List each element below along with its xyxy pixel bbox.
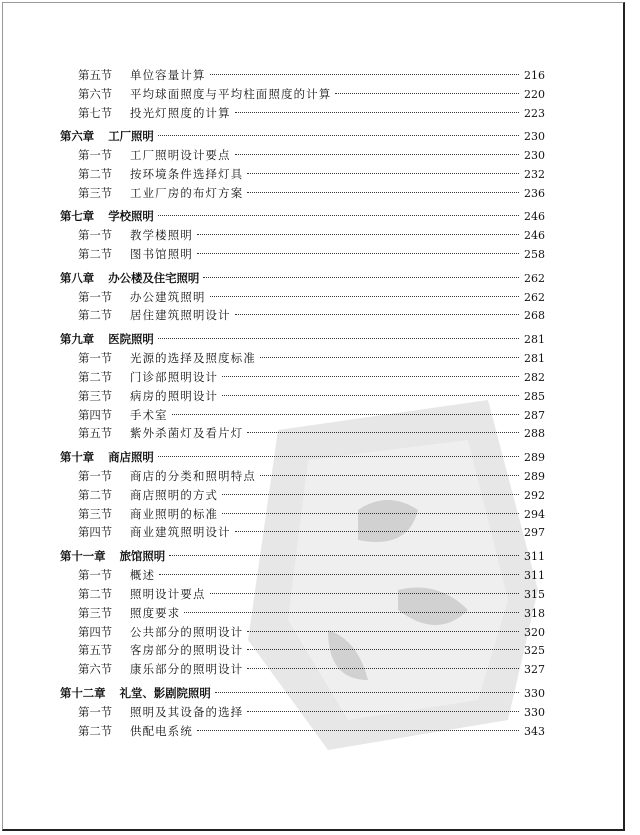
dot-leader <box>158 135 519 136</box>
toc-section-row <box>60 368 545 387</box>
dot-leader <box>247 668 519 669</box>
section-title: 病房的照明设计 <box>130 388 219 403</box>
page-number: 287 <box>524 408 545 422</box>
toc-section-row <box>60 184 545 203</box>
page-number: 289 <box>524 450 545 464</box>
dot-leader <box>247 432 519 433</box>
page-number: 343 <box>524 724 545 738</box>
section-number: 第四节 <box>78 525 113 540</box>
dot-leader <box>222 376 519 377</box>
dot-leader <box>235 154 519 155</box>
toc-section-row <box>60 486 545 505</box>
toc-section-row <box>60 467 545 486</box>
toc-section-row <box>60 722 545 741</box>
toc-section-row <box>60 585 545 604</box>
section-number: 第六节 <box>78 662 113 677</box>
toc-section-row <box>60 623 545 642</box>
chapter-number: 第十二章 <box>60 685 106 700</box>
section-title: 工厂照明设计要点 <box>130 148 231 163</box>
section-number: 第一节 <box>78 468 113 483</box>
section-title: 光源的选择及照度标准 <box>130 350 256 365</box>
toc-section-row <box>60 505 545 524</box>
section-number: 第五节 <box>78 68 113 82</box>
section-number: 第一节 <box>78 567 113 582</box>
section-number: 第一节 <box>78 350 113 365</box>
section-number: 第七节 <box>78 105 113 120</box>
section-number: 第三节 <box>78 185 113 200</box>
toc-section-row <box>60 349 545 368</box>
toc-section-row <box>60 66 545 85</box>
page-number: 258 <box>524 248 545 262</box>
toc-section-row <box>60 165 545 184</box>
page-number: 268 <box>524 309 545 323</box>
dot-leader <box>184 612 519 613</box>
dot-leader <box>222 494 519 495</box>
toc-section-row <box>60 523 545 542</box>
section-title: 办公建筑照明 <box>130 289 206 304</box>
toc-section-row <box>60 104 545 123</box>
section-title: 商店的分类和照明特点 <box>130 468 256 483</box>
dot-leader <box>247 631 519 632</box>
toc-section-row <box>60 146 545 165</box>
toc-section-row <box>60 406 545 425</box>
toc-section-row <box>60 424 545 443</box>
section-title: 门诊部照明设计 <box>130 369 219 384</box>
toc-chapter-row <box>60 547 545 566</box>
page-number: 311 <box>524 568 545 582</box>
section-title: 紫外杀菌灯及看片灯 <box>130 426 244 441</box>
chapter-number: 第九章 <box>60 331 95 346</box>
section-title: 公共部分的照明设计 <box>130 624 244 639</box>
section-number: 第二节 <box>78 247 113 262</box>
toc-section-row <box>60 288 545 307</box>
section-number: 第三节 <box>78 388 113 403</box>
dot-leader <box>260 357 519 358</box>
section-number: 第二节 <box>78 723 113 738</box>
dot-leader <box>210 296 519 297</box>
toc-chapter-row <box>60 448 545 467</box>
page-number: 330 <box>524 705 545 719</box>
toc-section-row <box>60 641 545 660</box>
dot-leader <box>247 192 519 193</box>
section-title: 平均球面照度与平均柱面照度的计算 <box>130 86 332 101</box>
dot-leader <box>159 574 519 575</box>
page-number: 230 <box>524 130 545 144</box>
dot-leader <box>335 93 519 94</box>
toc-section-row <box>60 660 545 679</box>
dot-leader <box>197 234 519 235</box>
page-number: 311 <box>524 549 545 563</box>
section-title: 商业建筑照明设计 <box>130 525 231 540</box>
page-number: 246 <box>524 229 545 243</box>
toc-section-row <box>60 566 545 585</box>
page-number: 223 <box>524 106 545 120</box>
page-number: 262 <box>524 290 545 304</box>
page-number: 281 <box>524 351 545 365</box>
page-number: 330 <box>524 686 545 700</box>
page-number: 289 <box>524 469 545 483</box>
dot-leader <box>197 730 519 731</box>
page-number: 292 <box>524 488 545 502</box>
page-number: 262 <box>524 271 545 285</box>
section-title: 手术室 <box>130 407 168 422</box>
chapter-title: 工厂照明 <box>108 129 154 144</box>
dot-leader <box>210 74 519 75</box>
chapter-title: 商店照明 <box>108 449 154 464</box>
section-number: 第一节 <box>78 148 113 163</box>
dot-leader <box>235 531 519 532</box>
section-title: 商业照明的标准 <box>130 506 219 521</box>
dot-leader <box>260 475 519 476</box>
section-number: 第二节 <box>78 308 113 323</box>
toc-chapter-row <box>60 127 545 146</box>
section-title: 投光灯照度的计算 <box>130 105 231 120</box>
chapter-title: 办公楼及住宅照明 <box>108 270 200 285</box>
chapter-number: 第六章 <box>60 129 95 144</box>
dot-leader <box>158 338 519 339</box>
page-number: 236 <box>524 186 545 200</box>
section-title: 按环境条件选择灯具 <box>130 167 244 182</box>
section-number: 第四节 <box>78 407 113 422</box>
dot-leader <box>235 112 519 113</box>
section-number: 第二节 <box>78 167 113 182</box>
chapter-number: 第十一章 <box>60 548 106 563</box>
toc-chapter-row <box>60 207 545 226</box>
chapter-number: 第七章 <box>60 209 95 224</box>
toc-section-row <box>60 703 545 722</box>
toc-section-row <box>60 604 545 623</box>
chapter-title: 旅馆照明 <box>119 548 166 563</box>
toc-section-row <box>60 245 545 264</box>
chapter-title: 学校照明 <box>108 209 154 224</box>
section-title: 照明设计要点 <box>130 586 206 601</box>
section-title: 单位容量计算 <box>130 68 206 82</box>
section-title: 商店照明的方式 <box>130 487 219 502</box>
chapter-number: 第十章 <box>60 449 95 464</box>
page-number: 297 <box>524 526 545 540</box>
dot-leader <box>158 456 519 457</box>
section-number: 第三节 <box>78 605 113 620</box>
section-number: 第三节 <box>78 506 113 521</box>
section-title: 居住建筑照明设计 <box>130 308 231 323</box>
page-number: 232 <box>524 168 545 182</box>
section-title: 概述 <box>130 567 156 582</box>
page-number: 285 <box>524 389 545 403</box>
page-number: 216 <box>524 69 545 82</box>
section-number: 第四节 <box>78 624 113 639</box>
chapter-number: 第八章 <box>60 270 95 285</box>
dot-leader <box>172 414 519 415</box>
section-number: 第二节 <box>78 487 113 502</box>
page-number: 320 <box>524 625 545 639</box>
section-title: 康乐部分的照明设计 <box>130 662 244 677</box>
section-number: 第五节 <box>78 426 113 441</box>
dot-leader <box>247 711 519 712</box>
toc-chapter-row <box>60 330 545 349</box>
dot-leader <box>235 314 519 315</box>
page-number: 281 <box>524 332 545 346</box>
dot-leader <box>222 513 519 514</box>
toc-chapter-row <box>60 684 545 703</box>
section-number: 第五节 <box>78 643 113 658</box>
dot-leader <box>169 555 519 556</box>
page-number: 325 <box>524 644 545 658</box>
page-number: 246 <box>524 210 545 224</box>
page-number: 282 <box>524 370 545 384</box>
section-title: 工业厂房的布灯方案 <box>130 185 244 200</box>
section-title: 照明及其设备的选择 <box>130 704 244 719</box>
dot-leader <box>203 277 519 278</box>
section-number: 第一节 <box>78 289 113 304</box>
dot-leader <box>247 649 519 650</box>
section-title: 客房部分的照明设计 <box>130 643 244 658</box>
toc-chapter-row <box>60 269 545 288</box>
dot-leader <box>222 395 519 396</box>
page-number: 230 <box>524 149 545 163</box>
page-number: 220 <box>524 87 545 101</box>
section-number: 第二节 <box>78 369 113 384</box>
table-of-contents <box>60 66 545 740</box>
section-title: 照度要求 <box>130 605 181 620</box>
toc-section-row <box>60 306 545 325</box>
section-number: 第二节 <box>78 586 113 601</box>
chapter-title: 礼堂、影剧院照明 <box>119 685 211 700</box>
page-number: 315 <box>524 587 545 601</box>
toc-section-row <box>60 226 545 245</box>
dot-leader <box>197 253 519 254</box>
dot-leader <box>158 215 519 216</box>
page-number: 318 <box>524 606 545 620</box>
toc-section-row <box>60 85 545 104</box>
dot-leader <box>210 593 519 594</box>
dot-leader <box>247 173 519 174</box>
page-number: 327 <box>524 663 545 677</box>
page-number: 294 <box>524 507 545 521</box>
section-title: 图书馆照明 <box>130 247 193 262</box>
section-number: 第一节 <box>78 228 113 243</box>
chapter-title: 医院照明 <box>108 331 154 346</box>
dot-leader <box>215 692 519 693</box>
toc-section-row <box>60 387 545 406</box>
section-number: 第六节 <box>78 86 113 101</box>
section-title: 供配电系统 <box>130 723 193 738</box>
page-number: 288 <box>524 427 545 441</box>
section-number: 第一节 <box>78 704 113 719</box>
section-title: 教学楼照明 <box>130 228 193 243</box>
